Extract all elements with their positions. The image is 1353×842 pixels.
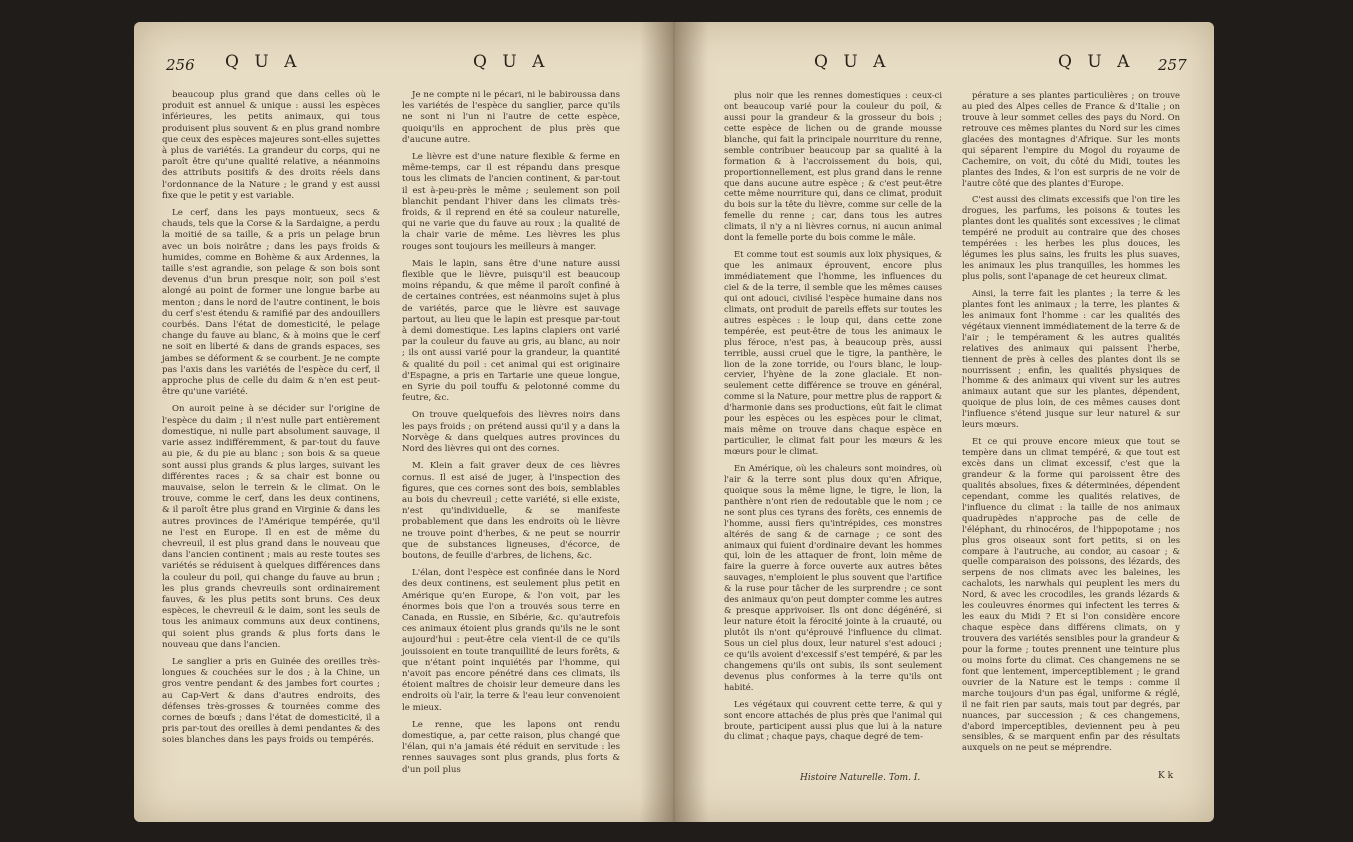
right-column-1 <box>724 90 942 748</box>
right-header-right: Q U A <box>1058 52 1135 72</box>
paragraph: Ainsi, la terre fait les plantes ; la terre & les plantes font les animaux ; la terre, les plantes & les animaux font l'homme : car les qualités des végétaux viennent immédiatement de la terre & de l'air ; le tempérament & les autres qualités relatives des animaux qui paissent l'herbe, tiennent de près à celles des plantes dont ils se nourrissent ; enfin, les qualités physiques de l'homme & des animaux qui vivent sur les autres animaux autant que sur les plantes, dépendent, quoique de plus loin, de ces mêmes causes dont l'influence s'étend jusque sur leur naturel & sur leurs mœurs. <box>962 287 1180 430</box>
left-page-number: 256 <box>166 56 195 74</box>
paragraph: Mais le lapin, sans être d'une nature aussi flexible que le lièvre, puisqu'il est beaucoup moins répandu, & que même il paroît confiné à de certaines contrées, est néanmoins sujet à plus de variétés, parce que le lièvre est sauvage partout, au lieu que le lapin est presque par-tout à demi domestique. Les lapins clapiers ont varié par la couleur du fauve au gris, au blanc, au noir ; ils ont aussi varié pour la grandeur, la quantité & qualité du poil : cet animal qui est originaire d'Espagne, a pris en Tartarie une queue longue, en Syrie du poil touffu & pelotonné comme du feutre, &c. <box>402 258 620 404</box>
paragraph: M. Klein a fait graver deux de ces lièvres cornus. Il est aisé de juger, à l'inspection des figures, que ces cornes sont des bois, semblables au bois du chevreuil ; cette variété, si elle existe, n'est qu'individuelle, & se manifeste probablement que dans les endroits où le lièvre ne trouve point d'herbes, & ne peut se nourrir que de substances ligneuses, d'écorce, de boutons, de feuille d'arbres, de lichens, &c. <box>402 461 620 561</box>
paragraph: L'élan, dont l'espèce est confinée dans le Nord des deux continens, est seulement plus petit en Amérique qu'en Europe, & l'on voit, par les énormes bois que l'on a trouvés sous terre en Canada, en Russie, en Sibérie, &c. qu'autrefois ces animaux étoient plus grands qu'ils ne le sont aujourd'hui : peut-être cela vient-il de ce qu'ils jouissoient en toute tranquillité de leurs forêts, & que n'étant point inquiétés par l'homme, qui n'avoit pas encore pénétré dans ces climats, ils étoient maîtres de choisir leur demeure dans les endroits où l'air, la terre & l'eau leur convenoient le mieux. <box>402 568 620 713</box>
paragraph: Le sanglier a pris en Guinée des oreilles très-longues & couchées sur le dos ; à la Chine, un gros ventre pendant & des jambes fort courtes ; au Cap-Vert & dans d'autres endroits, des défenses très-grosses & tournées comme des cornes de bœufs ; dans l'état de domesticité, il a pris par-tout des oreilles à demi pendantes & des soies blanches dans les pays froids ou tempérés. <box>162 656 380 746</box>
left-column-2 <box>402 90 620 782</box>
right-header-left: Q U A <box>814 52 891 72</box>
paragraph: Et ce qui prouve encore mieux que tout se tempère dans un climat tempéré, & que tout est excès dans un climat excessif, c'est que la grandeur & la forme qui paroissent être des qualités absolues, fixes & déterminées, dépendent cependant, comme les qualités relatives, de l'influence du climat : la taille de nos animaux quadrupèdes n'approche pas de celle de l'éléphant, du rhinocéros, de l'hippopotame ; nos plus gros oiseaux sont fort petits, si on les compare à l'autruche, au condor, au casoar ; & quelle comparaison des poissons, des lézards, des serpens de nos climats avec les baleines, les cachalots, les narwhals qui peuplent les mers du Nord, & avec les crocodiles, les grands lézards & les couleuvres énormes qui infectent les terres & les eaux du Midi ? Et si l'on considère encore chaque espèce dans différens climats, on y trouvera des variétés sensibles pour la grandeur & pour la forme ; toutes prennent une teinture plus ou moins forte du climat. Ces changemens ne se font que lentement, imperceptiblement ; le grand ouvrier de la Nature est le temps : comme il marche toujours d'un pas égal, uniforme & réglé, il ne fait rien par sauts, mais tout par degrés, par nuances, par succession ; & ces changemens, d'abord imperceptibles, deviennent peu à peu sensibles, & se marquent enfin par des résultats auxquels on ne peut se méprendre. <box>962 436 1180 753</box>
left-header-right: Q U A <box>473 52 550 72</box>
footer-title: Histoire Naturelle. Tom. I. <box>800 773 921 783</box>
paragraph: plus noir que les rennes domestiques : ceux-ci ont beaucoup varié pour la couleur du poil, & aussi pour la grandeur & la grosseur du bois ; cette espèce de lichen ou de grande mousse blanche, qui fait la principale nourriture du renne, semble contribuer beaucoup par sa qualité à la formation & à l'accroissement du bois, qui, proportionnellement, est plus grand dans le renne que dans aucune autre espèce ; & c'est peut-être cette même nourriture qui, dans ce climat, produit du bois sur la tête du lièvre, comme sur celle de la femelle du renne ; car, dans tous les autres climats, il n'y a ni lièvres cornus, ni aucun animal dont la femelle porte du bois comme le mâle. <box>724 90 942 243</box>
paragraph: Les végétaux qui couvrent cette terre, & qui y sont encore attachés de plus près que l'animal qui broute, participent aussi plus que lui à la nature du climat ; chaque pays, chaque degré de tem- <box>724 698 942 742</box>
left-column-1 <box>162 90 380 753</box>
left-header-left: Q U A <box>225 52 302 72</box>
right-column-2 <box>962 90 1180 759</box>
paragraph: pérature a ses plantes particulières ; on trouve au pied des Alpes celles de France & d'Italie ; on trouve à leur sommet celles des pays du Nord. On retrouve ces mêmes plantes du Nord sur les cimes glacées des montagnes d'Afrique. Sur les monts qui séparent l'empire du Mogol du royaume de Cachemire, on voit, du côté du Midi, toutes les plantes des Indes, & l'on est surpris de ne voir de l'autre côté que des plantes d'Europe. <box>962 90 1180 188</box>
signature-mark: K k <box>1158 771 1174 781</box>
right-page-number: 257 <box>1158 56 1187 74</box>
paragraph: On auroit peine à se décider sur l'origine de l'espèce du daim ; il n'est nulle part entièrement domestique, ni nulle part absolument sauvage, il varie assez indifféremment, & par-tout du fauve au pie, & du pie au blanc ; son bois & sa queue sont aussi plus grands & plus larges, suivant les différentes races ; & sa chair est bonne ou mauvaise, selon le terrein & le climat. On le trouve, comme le cerf, dans les deux continens, & il paroît être plus grand en Virginie & dans les autres provinces de l'Amérique tempérée, qu'il ne l'est en Europe. Il en est de même du chevreuil, il est plus grand dans le nouveau que dans l'ancien continent ; mais au reste toutes ses variétés se réduisent à quelques différences dans la couleur du poil, qui change du fauve au brun ; les plus grands chevreuils sont ordinairement fauves, & les plus petits sont bruns. Ces deux espèces, le chevreuil & le daim, sont les seuls de tous les animaux communs aux deux continens, qui soient plus grands & plus forts dans le nouveau que dans l'ancien. <box>162 404 380 650</box>
paragraph: En Amérique, où les chaleurs sont moindres, où l'air & la terre sont plus doux qu'en Afrique, quoique sous la même ligne, le tigre, le lion, la panthère n'ont rien de redoutable que le nom ; ce ne sont plus ces tyrans des forêts, ces ennemis de l'homme, aussi fiers qu'intrépides, ces monstres altérés de sang & de carnage ; ce sont des animaux qui fuient d'ordinaire devant les hommes qui, loin de les attaquer de front, loin même de faire la guerre à force ouverte aux autres bêtes sauvages, n'emploient le plus souvent que l'artifice & la ruse pour tâcher de les surprendre ; ce sont des animaux qu'on peut dompter comme les autres & presque apprivoiser. Ils ont donc dégénéré, si leur nature étoit la férocité jointe à la cruauté, ou plutôt ils n'ont qu'éprouvé l'influence du climat. Sous un ciel plus doux, leur naturel s'est adouci ; ce qu'ils avoient d'excessif s'est tempéré, & par les changemens qu'ils ont subis, ils sont seulement devenus plus conformes à la terre qu'ils ont habité. <box>724 462 942 692</box>
paragraph: beaucoup plus grand que dans celles où le produit est annuel & unique : aussi les espèces inférieures, les petits animaux, qui tous produisent plus souvent & en plus grand nombre que ceux des espèces majeures sont-elles sujettes à plus de variétés. La grandeur du corps, qui ne paroît être qu'une qualité relative, a néanmoins des attributs positifs & des droits réels dans l'ordonnance de la Nature ; le grand y est aussi fixe que le petit y est variable. <box>162 90 380 201</box>
paragraph: Et comme tout est soumis aux loix physiques, & que les animaux éprouvent, encore plus immédiatement que l'homme, les influences du ciel & de la terre, il semble que les mêmes causes qui ont adouci, civilisé l'espèce humaine dans nos climats, ont produit de pareils effets sur toutes les autres espèces : le loup qui, dans cette zone tempérée, est peut-être de tous les animaux le plus féroce, n'est pas, à beaucoup près, aussi terrible, aussi cruel que le tigre, la panthère, le lion de la zone torride, ou l'ours blanc, le loup-cervier, l'hyène de la zone glaciale. Et non-seulement cette différence se trouve en général, comme si la Nature, pour mettre plus de rapport & d'harmonie dans ses productions, eût fait le climat pour les espèces ou les espèces pour le climat, mais même on trouve dans chaque espèce en particulier, le climat fait pour les mœurs & les mœurs pour le climat. <box>724 249 942 456</box>
paragraph: On trouve quelquefois des lièvres noirs dans les pays froids ; on prétend aussi qu'il y a dans la Norvège & dans quelques autres provinces du Nord des lièvres qui ont des cornes. <box>402 410 620 455</box>
paragraph: Le lièvre est d'une nature flexible & ferme en même-temps, car il est répandu dans presque tous les climats de l'ancien continent, & par-tout il est à-peu-près le même ; seulement son poil blanchit pendant l'hiver dans les climats très-froids, & il reprend en été sa couleur naturelle, qui ne varie que du fauve au roux ; la qualité de la chair varie de même. Les lièvres les plus rouges sont toujours les meilleurs à manger. <box>402 152 620 252</box>
paragraph: Le renne, que les lapons ont rendu domestique, a, par cette raison, plus changé que l'élan, qui n'a jamais été réduit en servitude : les rennes sauvages sont plus grands, plus forts & d'un poil plus <box>402 719 620 775</box>
paragraph: C'est aussi des climats excessifs que l'on tire les drogues, les parfums, les poisons & toutes les plantes dont les qualités sont excessives ; le climat tempéré ne produit au contraire que des choses tempérées : les herbes les plus douces, les légumes les plus sains, les fruits les plus suaves, les animaux les plus tranquilles, les hommes les plus polis, sont l'apanage de cet heureux climat. <box>962 194 1180 281</box>
paragraph: Le cerf, dans les pays montueux, secs & chauds, tels que la Corse & la Sardaigne, a perdu la moitié de sa taille, & a pris un pelage brun avec un bois noirâtre ; dans les pays froids & humides, comme en Bohème & aux Ardennes, la taille s'est agrandie, son pelage & son bois sont devenus d'un brun presque noir, son poil s'est alongé au point de former une longue barbe au menton ; dans le nord de l'autre continent, le bois du cerf s'est étendu & ramifié par des andouillers courbés. Dans l'état de domesticité, le pelage change du fauve au blanc, & à moins que le cerf ne soit en liberté & dans de grands espaces, ses jambes se déforment & se courbent. Je ne compte pas l'axis dans les variétés de l'espèce du cerf, il approche plus de celle du daim & n'en est peut-être qu'une variété. <box>162 208 380 398</box>
book-gutter <box>640 22 708 822</box>
paragraph: Je ne compte ni le pécari, ni le babiroussa dans les variétés de l'espèce du sanglier, parce qu'ils ne sont ni l'un ni l'autre de cette espèce, quoiqu'ils en approchent de plus près que d'aucune autre. <box>402 90 620 145</box>
